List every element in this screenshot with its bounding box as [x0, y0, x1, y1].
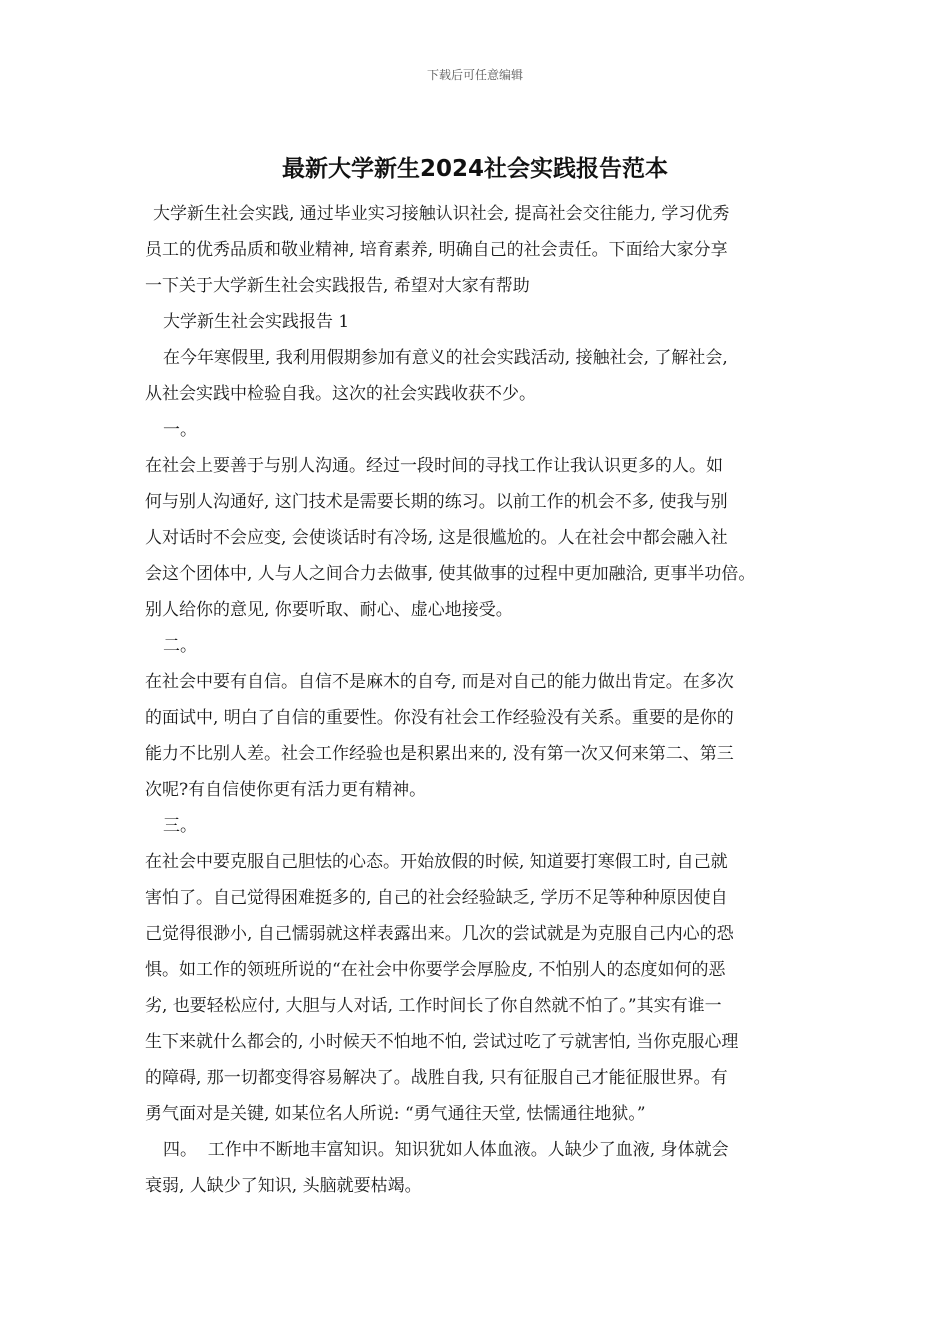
paragraph-line: 的障碍, 那一切都变得容易解决了。战胜自我, 只有征服自己才能征服世界。有 — [145, 1068, 728, 1088]
paragraph-line: 衰弱, 人缺少了知识, 头脑就要枯竭。 — [145, 1176, 422, 1196]
document-body — [145, 196, 815, 1204]
paragraph-line: 己觉得很渺小, 自己懦弱就这样表露出来。几次的尝试就是为克服自己内心的恐 — [145, 924, 734, 944]
paragraph-line: 劣, 也要轻松应付, 大胆与人对话, 工作时间长了你自然就不怕了。”其实有谁一 — [145, 996, 722, 1016]
header-note: 下载后可任意编辑 — [426, 68, 523, 82]
intro-line-3: 一下关于大学新生社会实践报告, 希望对大家有帮助 — [145, 276, 530, 296]
item-heading-2: 二。 — [163, 636, 197, 656]
document-title: 最新大学新生2024社会实践报告范本 — [281, 156, 668, 182]
paragraph-line: 在社会中要克服自己胆怯的心态。开始放假的时候, 知道要打寒假工时, 自己就 — [145, 852, 728, 872]
intro-line-1: 大学新生社会实践, 通过毕业实习接触认识社会, 提高社会交往能力, 学习优秀 — [153, 204, 730, 224]
paragraph-line: 在今年寒假里, 我利用假期参加有意义的社会实践活动, 接触社会, 了解社会, — [163, 348, 728, 368]
item-heading-4: 四。 工作中不断地丰富知识。知识犹如人体血液。人缺少了血液, 身体就会 — [163, 1140, 729, 1160]
paragraph-line: 能力不比别人差。社会工作经验也是积累出来的, 没有第一次又何来第二、第三 — [145, 744, 734, 764]
paragraph-line: 在社会上要善于与别人沟通。经过一段时间的寻找工作让我认识更多的人。如 — [145, 456, 723, 476]
paragraph-line: 害怕了。自己觉得困难挺多的, 自己的社会经验缺乏, 学历不足等种种原因使自 — [145, 888, 728, 908]
paragraph-line: 生下来就什么都会的, 小时候天不怕地不怕, 尝试过吃了亏就害怕, 当你克服心理 — [145, 1032, 739, 1052]
paragraph-line: 会这个团体中, 人与人之间合力去做事, 使其做事的过程中更加融洽, 更事半功倍。 — [145, 564, 756, 584]
paragraph-line: 人对话时不会应变, 会使谈话时有冷场, 这是很尴尬的。人在社会中都会融入社 — [145, 528, 728, 548]
paragraph-line: 勇气面对是关键, 如某位名人所说: “勇气通往天堂, 怯懦通往地狱。” — [145, 1104, 646, 1124]
paragraph-line: 次呢?有自信使你更有活力更有精神。 — [145, 780, 427, 800]
paragraph-line: 的面试中, 明白了自信的重要性。你没有社会工作经验没有关系。重要的是你的 — [145, 708, 734, 728]
intro-line-2: 员工的优秀品质和敬业精神, 培育素养, 明确自己的社会责任。下面给大家分享 — [145, 240, 728, 260]
section-heading: 大学新生社会实践报告 1 — [163, 312, 350, 332]
item-heading-1: 一。 — [163, 420, 197, 440]
item-heading-3: 三。 — [163, 816, 197, 836]
paragraph-line: 惧。如工作的领班所说的“在社会中你要学会厚脸皮, 不怕别人的态度如何的恶 — [145, 960, 726, 980]
paragraph-line: 在社会中要有自信。自信不是麻木的自夸, 而是对自己的能力做出肯定。在多次 — [145, 672, 734, 692]
paragraph-line: 何与别人沟通好, 这门技术是需要长期的练习。以前工作的机会不多, 使我与别 — [145, 492, 728, 512]
paragraph-line: 别人给你的意见, 你要听取、耐心、虚心地接受。 — [145, 600, 513, 620]
paragraph-line: 从社会实践中检验自我。这次的社会实践收获不少。 — [145, 384, 536, 404]
